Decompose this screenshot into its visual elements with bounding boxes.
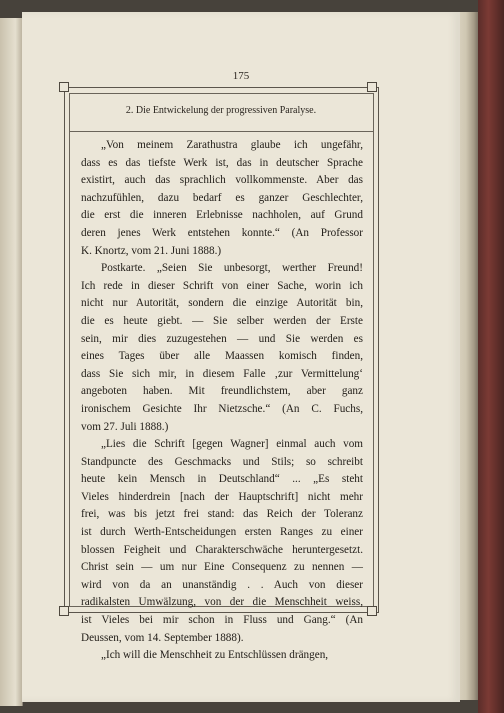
text-line: nachzufühlen, dazu bedarf es ganzer Geschlechter,	[81, 191, 363, 204]
text-line: wird von da an unanständig . . Auch von dieser	[81, 578, 363, 591]
page-stack-edge	[458, 12, 478, 700]
text-line: die erst die inneren Erlebnisse nachholen, auf Grund	[81, 209, 363, 222]
running-head: 2. Die Entwickelung der progressiven Paralyse.	[125, 105, 317, 116]
text-line: dass Sie sich mir, in diesem Falle ‚zur Vermittelung‘	[81, 367, 363, 380]
text-line: „Von meinem Zarathustra glaube ich ungefähr,	[101, 139, 363, 151]
corner-ornament-bottom-right	[367, 606, 377, 616]
text-line: blossen Feigheit und Charakterschwäche heruntergesetzt.	[81, 543, 363, 556]
text-line: existirt, auch das sprachlich vollkommenste. Aber das	[81, 174, 363, 187]
book-page	[22, 12, 460, 702]
text-line: deren jenes Werk entstehen konnte.“ (An Professor	[81, 226, 363, 239]
text-line: vom 27. Juli 1888.)	[81, 420, 169, 433]
text-line: sein, mir dies zuzugestehen — und Sie werden es	[81, 332, 363, 345]
corner-ornament-bottom-left	[59, 606, 69, 616]
text-line: Postkarte. „Seien Sie unbesorgt, werther Freund!	[101, 262, 363, 275]
text-line: die es heute giebt. — Sie selber werden der Erste	[81, 314, 363, 327]
text-line: ist Vieles bei mir schon in Fluss und Gang.“ (An	[81, 614, 363, 627]
text-line: Christ sein — um nur Eine Consequenz zu nennen —	[81, 561, 363, 574]
text-line: angeboten haben. Mit freundlichstem, aber ganz	[81, 385, 363, 398]
text-line: Vieles hinderdrein [nach der Hauptschrift] nicht mehr	[81, 490, 363, 503]
text-line: eines Tages über alle Maassen komisch finden,	[81, 350, 363, 363]
text-line: K. Knortz, vom 21. Juni 1888.)	[81, 244, 222, 257]
corner-ornament-top-right	[367, 82, 377, 92]
text-line: ironischem Gesichte Ihr Nietzsche.“ (An C. Fuchs,	[81, 402, 363, 415]
text-line: Deussen, vom 14. September 1888).	[81, 631, 244, 644]
header-rule	[69, 131, 373, 132]
text-line: radikalsten Umwälzung, von der die Menschheit weiss,	[81, 596, 363, 609]
text-line: ist durch Werth-Entscheidungen ersten Ranges zu einer	[81, 526, 363, 539]
text-line: frei, was bis jetzt frei stand: das Reich der Toleranz	[81, 508, 363, 521]
text-line: heute kein Mensch in Deutschland“ ... „Es steht	[81, 473, 363, 486]
left-page-edge	[0, 18, 23, 706]
text-line: „Ich will die Menschheit zu Entschlüssen drängen,	[101, 649, 329, 662]
text-line: Ich rede in dieser Schrift von einer Sache, worin ich	[81, 279, 363, 292]
text-line: nicht nur Autorität, sondern die einzige Autorität bin,	[81, 297, 363, 310]
text-line: dass es das tiefste Werk ist, das in deutscher Sprache	[81, 156, 363, 169]
book-cover-edge	[478, 0, 504, 713]
page-number: 175	[232, 70, 250, 82]
body-text	[81, 137, 363, 665]
text-line: Standpuncte des Geschmacks und Stils; so schreibt	[81, 455, 363, 468]
corner-ornament-top-left	[59, 82, 69, 92]
text-line: „Lies die Schrift [gegen Wagner] einmal auch vom	[101, 438, 363, 451]
